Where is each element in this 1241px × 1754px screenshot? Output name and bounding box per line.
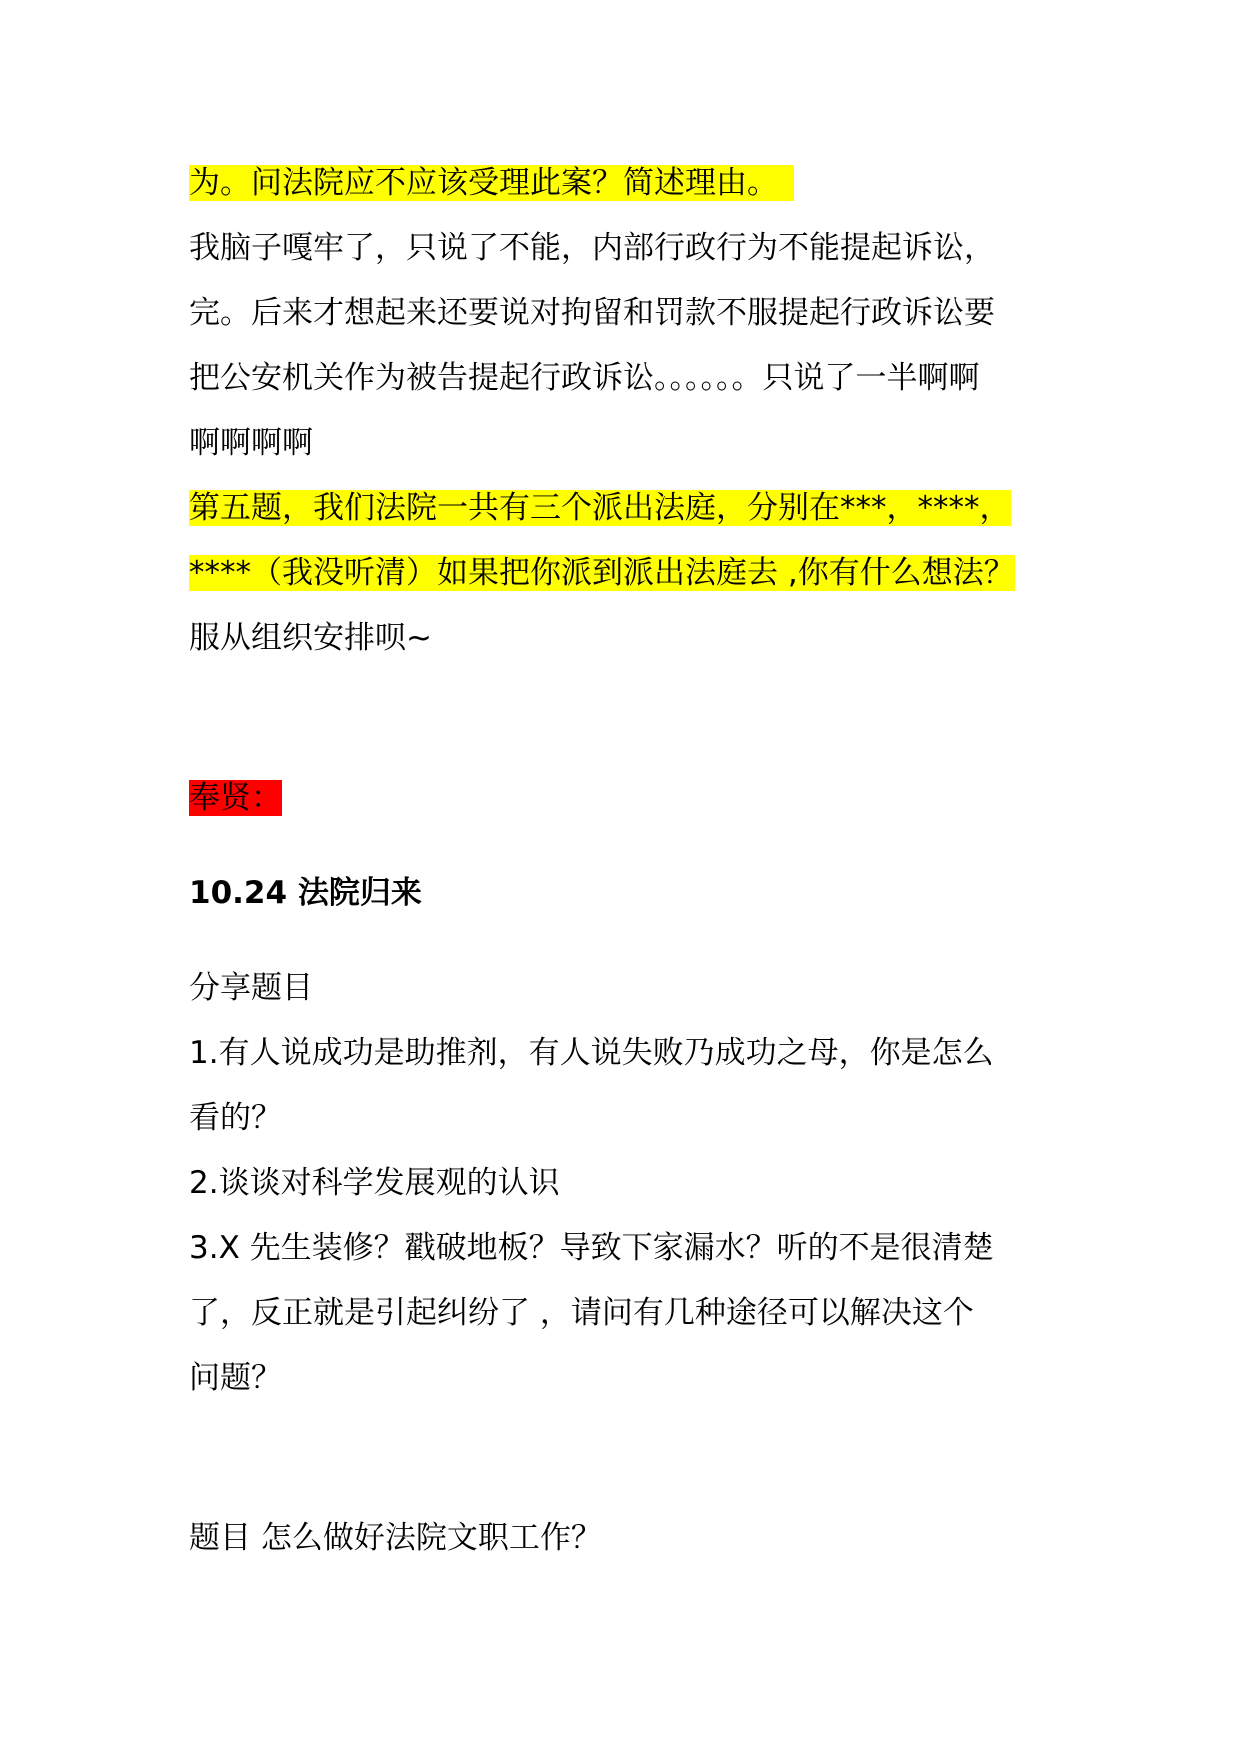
- topic-1-line-2: 看的？: [189, 1100, 282, 1136]
- answer-five-line: 服从组织安排呗~: [189, 620, 432, 656]
- share-topic-label: 分享题目: [189, 970, 313, 1006]
- highlighted-section-label: 奉贤：: [189, 780, 282, 816]
- question-line-end: [189, 155, 794, 211]
- highlighted-question-text: 为。问法院应不应该受理此案？简述理由。: [189, 165, 794, 201]
- topic-1-line-1: 1.有人说成功是助推剂，有人说失败乃成功之母，你是怎么: [189, 1035, 994, 1071]
- highlighted-question-five-1: 第五题，我们法院一共有三个派出法庭，分别在***，****，: [189, 490, 1011, 526]
- question-five-line-1: [189, 480, 1011, 536]
- question-five-line-2: [189, 545, 1015, 601]
- section-heading-fengxian: [189, 770, 282, 826]
- date-heading: 10.24 法院归来: [189, 875, 422, 911]
- topic-3-line-1: 3.X 先生装修？戳破地板？导致下家漏水？听的不是很清楚: [189, 1230, 994, 1266]
- answer-line-4: 啊啊啊啊: [189, 425, 313, 461]
- answer-line-1: 我脑子嘎牢了，只说了不能，内部行政行为不能提起诉讼，: [189, 230, 995, 266]
- answer-line-3: 把公安机关作为被告提起行政诉讼。。。。。。只说了一半啊啊: [189, 360, 980, 396]
- topic-2-line: 2.谈谈对科学发展观的认识: [189, 1165, 560, 1201]
- highlighted-question-five-2: ****（我没听清）如果把你派到派出法庭去 ,你有什么想法？: [189, 555, 1015, 591]
- topic-3-line-2: 了，反正就是引起纠纷了 ，请问有几种途径可以解决这个: [189, 1295, 974, 1331]
- final-topic-line: 题目 怎么做好法院文职工作？: [189, 1520, 602, 1556]
- topic-3-line-3: 问题？: [189, 1360, 282, 1396]
- answer-line-2: 完。后来才想起来还要说对拘留和罚款不服提起行政诉讼要: [189, 295, 995, 331]
